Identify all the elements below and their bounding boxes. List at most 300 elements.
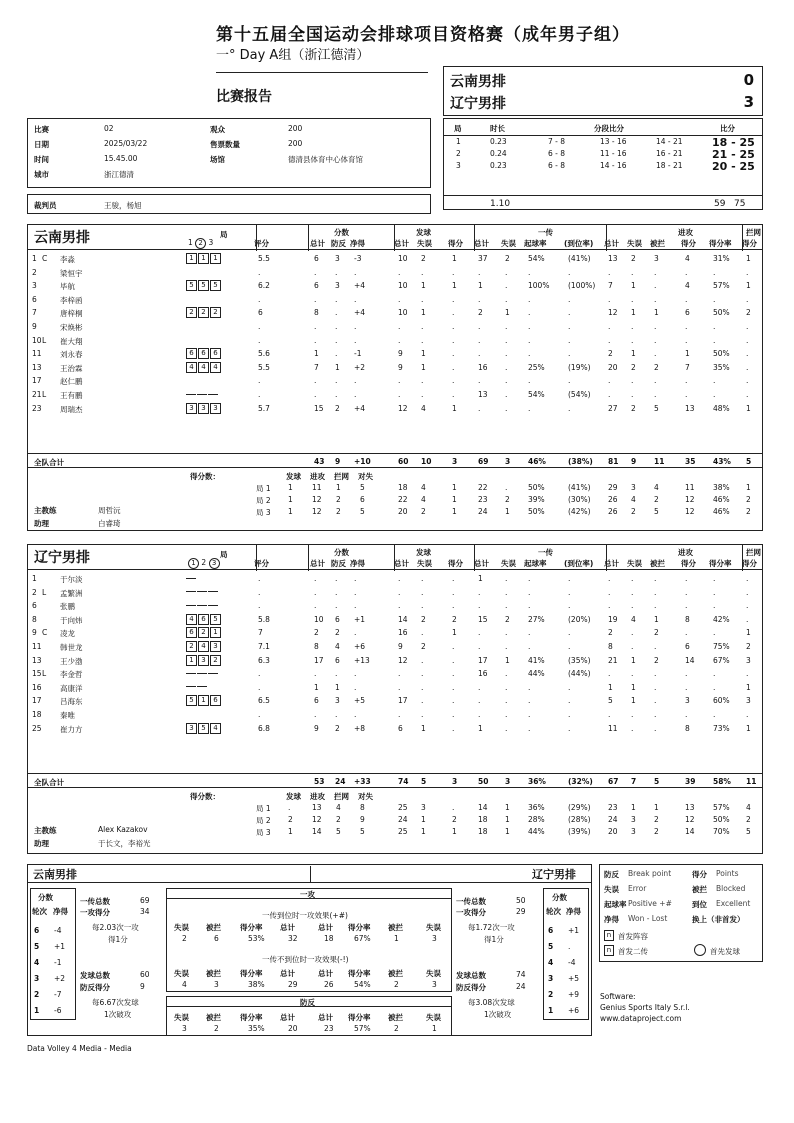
away-stat-value: 18 [324, 934, 334, 943]
set-a_pts: 14 [685, 827, 695, 836]
total-label: 全队合计 [34, 458, 64, 467]
stat-r_err: 2 [505, 614, 510, 624]
stat-a_err: 4 [631, 614, 636, 624]
stat-r_tot: . [478, 335, 481, 345]
stat-r_exc: . [568, 696, 571, 706]
set-points-1: 12 [312, 495, 322, 504]
sub-marker [197, 673, 207, 674]
home-serve-note2: 1次破攻 [104, 1010, 132, 1019]
stat-r_exc: . [568, 723, 571, 733]
col-vote: 评分 [254, 239, 269, 248]
stat-s_err: 1 [421, 362, 426, 372]
set-a_blo: 1 [654, 803, 659, 812]
stat-a_tot: 1 [608, 682, 613, 692]
rotation-net: +1 [54, 942, 66, 951]
team2-name: 辽宁男排 [34, 550, 90, 566]
player-sets [186, 695, 222, 706]
set-points-3: 5 [360, 507, 365, 516]
total-r_pos: 46% [528, 457, 546, 466]
counter-col-label-right: 失误 [426, 1013, 441, 1022]
stat-wl: +2 [354, 362, 366, 372]
start-position: 2 [210, 655, 221, 666]
stat-r_exc: (41%) [568, 254, 591, 263]
set-r_pos: 28% [528, 815, 545, 824]
venue-label: 场馆 [210, 155, 225, 164]
stat-s_pts: . [452, 723, 455, 733]
stat-a_blo: . [654, 322, 657, 331]
time-label: 时间 [34, 155, 49, 164]
stat-a_pct: . [713, 322, 716, 331]
sub-marker [197, 686, 207, 687]
col-group-attack: 进攻 [678, 548, 693, 557]
stat-a_err: . [631, 322, 634, 331]
stat-r_tot: . [478, 682, 481, 692]
set-r_tot: 24 [478, 507, 488, 516]
stat-wl: +1 [354, 614, 366, 624]
stat-a_blo: 5 [654, 403, 659, 413]
set-a_pts: 12 [685, 815, 695, 824]
counter-home-value: 2 [214, 1024, 219, 1033]
set-s_err: 2 [421, 507, 426, 516]
stat-r_err: . [505, 376, 508, 386]
stat-a_tot: 8 [608, 642, 613, 651]
set-row [28, 505, 764, 518]
set-a_err: 1 [631, 803, 636, 812]
player-sets [186, 253, 222, 264]
home-stat-value: 32 [288, 934, 298, 943]
total-duration: 1.10 [490, 199, 511, 209]
player-row [28, 374, 764, 387]
set-r_err: . [505, 483, 508, 492]
stat-a_blo: . [654, 696, 657, 706]
legend-desc: Positive +# [628, 899, 672, 908]
stat-vote: . [258, 322, 261, 331]
stat-r_pos: . [528, 403, 531, 413]
stat-r_exc: . [568, 682, 571, 692]
player-number: 15 [32, 669, 42, 679]
stat-r_err: . [505, 601, 508, 611]
total-s_err: 10 [421, 457, 432, 466]
stat-col-label: 总计 [280, 923, 295, 932]
spectators-label: 观众 [210, 125, 225, 134]
set-a_tot: 23 [608, 803, 618, 812]
stat-a_err: . [631, 267, 634, 277]
legend-key: 得分 [692, 870, 707, 879]
player-role: L [42, 335, 47, 345]
stat-bp: . [335, 267, 338, 277]
set-s_pts: 1 [452, 507, 457, 516]
counter-away-value: 2 [394, 1024, 399, 1033]
stat-s_pts: . [452, 376, 455, 386]
col-vote: 评分 [254, 559, 269, 568]
stat-a_err: . [631, 601, 634, 611]
stat-r_err: 1 [505, 655, 510, 665]
stat-s_pts: . [452, 349, 455, 359]
stat-r_exc: . [568, 349, 571, 359]
stat-r_err: . [505, 335, 508, 345]
col-a_pct: 得分率 [709, 239, 732, 248]
player-sets [186, 614, 222, 625]
stat-r_err: . [505, 669, 508, 679]
stat-b_pts: 3 [746, 696, 751, 706]
player-row [28, 667, 764, 680]
set-a_tot: 26 [608, 507, 618, 516]
stat-vote: . [258, 669, 261, 679]
stat-a_tot: . [608, 587, 611, 597]
stat-a_err: . [631, 587, 634, 597]
stat-r_exc: (20%) [568, 614, 591, 624]
stat-r_tot: . [478, 587, 481, 597]
player-sets [186, 682, 208, 691]
counter-away-value: 57% [354, 1024, 371, 1033]
stat-tot: 2 [314, 628, 319, 638]
set-a_pct: 46% [713, 495, 730, 504]
stat-r_err: . [505, 267, 508, 277]
set-r_pos: 44% [528, 827, 545, 836]
col-r_tot: 总计 [474, 559, 489, 568]
rotation-number: 5 [548, 942, 554, 951]
stat-a_blo: . [654, 710, 657, 719]
stat-a_blo: . [654, 669, 657, 679]
away-rec-note2: 得1分 [484, 935, 504, 944]
stat-a_pts: 14 [685, 655, 695, 665]
stat-a_blo: 2 [654, 628, 659, 638]
set-s_tot: 18 [398, 483, 408, 492]
stat-a_pct: . [713, 335, 716, 345]
player-name: 吕海东 [60, 697, 83, 707]
coach-name: 周哲沅 [98, 506, 121, 515]
points-subheader: 发球 [286, 792, 301, 801]
counter-col-label-right: 被拦 [388, 1013, 403, 1022]
stat-a_pts: . [685, 587, 688, 597]
stat-tot: 10 [314, 614, 324, 624]
player-row [28, 402, 764, 415]
stat-s_pts: . [452, 655, 455, 665]
set-s_pts: 1 [452, 483, 457, 492]
stat-wl: +6 [354, 642, 366, 651]
referees-box [27, 194, 431, 214]
player-row [28, 293, 764, 306]
first-attack-title: 一攻 [300, 890, 315, 899]
start-position: 6 [186, 348, 197, 359]
stat-a_blo: . [654, 294, 657, 304]
set-r_err: 1 [505, 507, 510, 516]
home-stat-value: 53% [248, 934, 265, 943]
stat-col-label: 失误 [174, 923, 189, 932]
total-b_pts: 11 [746, 777, 757, 786]
stat-r_exc: (19%) [568, 362, 591, 372]
stat-s_err: 2 [421, 614, 426, 624]
stat-bp: . [335, 349, 338, 359]
stat-bp: 4 [335, 642, 340, 651]
stat-s_tot: 9 [398, 349, 403, 359]
counter-col-label: 失误 [174, 1013, 189, 1022]
stat-s_pts: . [452, 267, 455, 277]
col-a_err: 失误 [627, 559, 642, 568]
stat-r_err: . [505, 403, 508, 413]
total-s_tot: 74 [398, 777, 409, 786]
set-duration: 0.23 [490, 137, 507, 146]
stat-r_exc: (100%) [568, 281, 596, 291]
player-number: 1 [32, 574, 37, 583]
set-r_tot: 14 [478, 803, 488, 812]
stat-a_blo: . [654, 601, 657, 611]
start-position: 5 [186, 280, 197, 291]
player-number: 6 [32, 294, 37, 304]
player-number: 18 [32, 710, 42, 719]
rotation-net: +1 [568, 926, 580, 935]
stat-r_err: . [505, 294, 508, 304]
set-partial-3: 16 - 21 [656, 149, 683, 158]
col-a_pts: 得分 [681, 239, 696, 248]
stat-vote: 6.5 [258, 696, 270, 706]
player-number: 1 [32, 254, 37, 263]
stat-a_pct: . [713, 376, 716, 386]
set-r_tot: 18 [478, 827, 488, 836]
stat-b_pts: . [746, 574, 749, 583]
stat-s_pts: . [452, 322, 455, 331]
stat-r_exc: (35%) [568, 655, 591, 665]
time-value: 15.45.00 [104, 154, 138, 163]
stat-a_pts: 6 [685, 642, 690, 651]
points-subheader: 拦网 [334, 792, 349, 801]
set-b_pts: 2 [746, 507, 751, 516]
col-s_tot: 总计 [394, 239, 409, 248]
legend-key: 失误 [604, 885, 619, 894]
stat-vote: . [258, 601, 261, 611]
player-number: 7 [32, 308, 37, 318]
stat-bp: 3 [335, 254, 340, 263]
total-s_pts: 3 [452, 777, 458, 786]
stat-a_pct: 48% [713, 403, 730, 413]
stat-a_blo: 2 [654, 655, 659, 665]
start-position: 5 [198, 723, 209, 734]
player-name: 崔大翔 [60, 336, 83, 346]
stat-r_tot: . [478, 642, 481, 651]
stat-a_tot: . [608, 335, 611, 345]
set-a_blo: 2 [654, 827, 659, 836]
stat-s_tot: 10 [398, 281, 408, 291]
set-number: 1 [456, 137, 461, 146]
total-s_pts: 3 [452, 457, 458, 466]
player-number: 17 [32, 696, 42, 706]
start-position: 4 [198, 362, 209, 373]
stat-tot: . [314, 587, 317, 597]
stat-a_pts: 4 [685, 254, 690, 263]
good-rec-title: 一传到位时一攻效果(+#) [262, 911, 348, 920]
player-name: 高康洋 [60, 683, 83, 693]
stat-a_pct: . [713, 682, 716, 692]
legend-key: 起球率 [604, 900, 627, 909]
venue-value: 德清县体育中心体育馆 [288, 155, 363, 164]
away-team-name: 辽宁男排 [450, 96, 506, 112]
set-partial-1: 6 - 8 [548, 161, 566, 170]
player-name: 赵仁鹏 [60, 377, 83, 387]
set-s_pts: 2 [452, 815, 457, 824]
points-subheader: 发球 [286, 472, 301, 481]
stat-r_tot: 37 [478, 254, 488, 263]
sub-marker [208, 394, 218, 395]
set-s_err: 3 [421, 803, 426, 812]
start-position: 4 [210, 362, 221, 373]
player-sets [186, 723, 222, 734]
player-sets [186, 627, 222, 638]
stat-wl: +4 [354, 281, 366, 291]
stat-a_pts: . [685, 574, 688, 583]
stat-s_pts: . [452, 710, 455, 719]
player-name: 于向炜 [60, 615, 83, 625]
set-number: 2 [456, 149, 461, 158]
start-position: 1 [186, 655, 197, 666]
total-r_exc: (32%) [568, 777, 593, 786]
total-a_pts: 35 [685, 457, 696, 466]
start-position: 6 [210, 695, 221, 706]
stat-r_err: . [505, 322, 508, 331]
stat-a_err: 2 [631, 254, 636, 263]
stat-vote: 6 [258, 308, 263, 318]
col-group-block: 拦网 [746, 228, 761, 237]
player-sets [186, 641, 222, 652]
stat-r_pos: . [528, 267, 531, 277]
player-name: 唐梓桐 [60, 309, 83, 319]
start-position: 4 [198, 641, 209, 652]
stat-b_pts: . [746, 601, 749, 611]
stat-a_pts: . [685, 322, 688, 331]
stat-tot: 9 [314, 723, 319, 733]
counter-away-value: 23 [324, 1024, 334, 1033]
stat-a_pts: . [685, 376, 688, 386]
set-a_pct: 70% [713, 827, 730, 836]
stat-r_err: . [505, 349, 508, 359]
stat-a_blo: 3 [654, 254, 659, 263]
receipts-label: 售票数量 [210, 140, 240, 149]
col-bp: 防反 [331, 239, 346, 248]
stat-r_exc: . [568, 628, 571, 638]
total-a_tot: 81 [608, 457, 619, 466]
stat-a_err: 1 [631, 682, 636, 692]
stat-a_pct: 50% [713, 308, 730, 318]
stat-a_pts: . [685, 628, 688, 638]
stat-wl: . [354, 682, 357, 692]
stat-a_pts: . [685, 294, 688, 304]
set-number: 3 [456, 161, 461, 170]
set-points-2: 1 [336, 483, 341, 492]
stat-a_pct: 42% [713, 614, 730, 624]
stat-a_err: 1 [631, 308, 636, 318]
stat-a_pct: 75% [713, 642, 730, 651]
stat-a_blo: . [654, 390, 657, 399]
stat-b_pts: . [746, 390, 749, 399]
set-score: 21 - 25 [712, 148, 755, 161]
stat-s_err: 1 [421, 349, 426, 359]
stat-r_tot: 17 [478, 655, 488, 665]
away-rec-total: 50 [516, 896, 526, 905]
stat-r_err: . [505, 682, 508, 692]
set-partial-3: 14 - 21 [656, 137, 683, 146]
stat-tot: 1 [314, 349, 319, 359]
set-points-2: 2 [336, 815, 341, 824]
stat-a_blo: . [654, 335, 657, 345]
player-row [28, 347, 764, 360]
col-r_exc: (到位率) [564, 239, 594, 248]
stat-tot: 6 [314, 696, 319, 706]
stat-s_pts: . [452, 335, 455, 345]
col-r_exc: (到位率) [564, 559, 594, 568]
col-s_err: 失误 [417, 239, 432, 248]
stat-wl: -3 [354, 254, 362, 263]
stat-bp: 3 [335, 281, 340, 291]
stat-wl: +4 [354, 308, 366, 318]
stat-bp: . [335, 601, 338, 611]
home-net-col: 净得 [53, 907, 68, 916]
stat-bp: 2 [335, 403, 340, 413]
player-row [28, 613, 764, 626]
stat-a_tot: . [608, 390, 611, 399]
player-number: 9 [32, 322, 37, 331]
home-rec-note1: 每2.03次一攻 [92, 923, 139, 932]
away-team-sets: 3 [743, 93, 754, 111]
set-duration: 0.24 [490, 149, 507, 158]
stat-bp: . [335, 669, 338, 679]
stat-s_err: . [421, 390, 424, 399]
stat-a_tot: . [608, 710, 611, 719]
stat-s_err: 1 [421, 723, 426, 733]
rotation-number: 1 [34, 1006, 40, 1015]
stat-tot: . [314, 267, 317, 277]
stat-a_tot: . [608, 294, 611, 304]
sub-marker [197, 394, 207, 395]
stat-r_pos: 27% [528, 614, 545, 624]
stat-r_exc: . [568, 403, 571, 413]
sub-marker [186, 673, 196, 674]
coach-name: Alex Kazakov [98, 825, 148, 834]
player-name: 王治霖 [60, 363, 83, 373]
points-subheader: 进攻 [310, 792, 325, 801]
col-s_pts: 得分 [448, 239, 463, 248]
start-position: 4 [186, 362, 197, 373]
stat-r_tot: 16 [478, 669, 488, 679]
stat-col-label: 得分率 [240, 969, 263, 978]
stat-vote: 6.8 [258, 723, 270, 733]
total-a_blo: 5 [654, 777, 660, 786]
col-a_blo: 被拦 [650, 239, 665, 248]
player-row [28, 388, 764, 401]
sub-marker [208, 591, 218, 592]
stat-s_pts: . [452, 601, 455, 611]
stat-a_err: 2 [631, 362, 636, 372]
stat-a_tot: 13 [608, 254, 618, 263]
stat-a_pts: . [685, 669, 688, 679]
col-s_err: 失误 [417, 559, 432, 568]
total-label: 全队合计 [34, 778, 64, 787]
col-b_pts: 得分 [742, 559, 757, 568]
stat-wl: . [354, 267, 357, 277]
stat-vote: 7.1 [258, 642, 270, 651]
stat-b_pts: . [746, 376, 749, 386]
player-number: 8 [32, 614, 37, 624]
set-partial-1: 7 - 8 [548, 137, 566, 146]
stat-r_err: . [505, 723, 508, 733]
stat-wl: +8 [354, 723, 366, 733]
stat-wl: . [354, 376, 357, 386]
set-points-2: 4 [336, 803, 341, 812]
stat-wl: -1 [354, 349, 362, 359]
total-s_err: 5 [421, 777, 427, 786]
points-subheader: 对失 [358, 472, 373, 481]
stat-r_err: 1 [505, 308, 510, 318]
stat-vote: . [258, 294, 261, 304]
stat-wl: . [354, 390, 357, 399]
